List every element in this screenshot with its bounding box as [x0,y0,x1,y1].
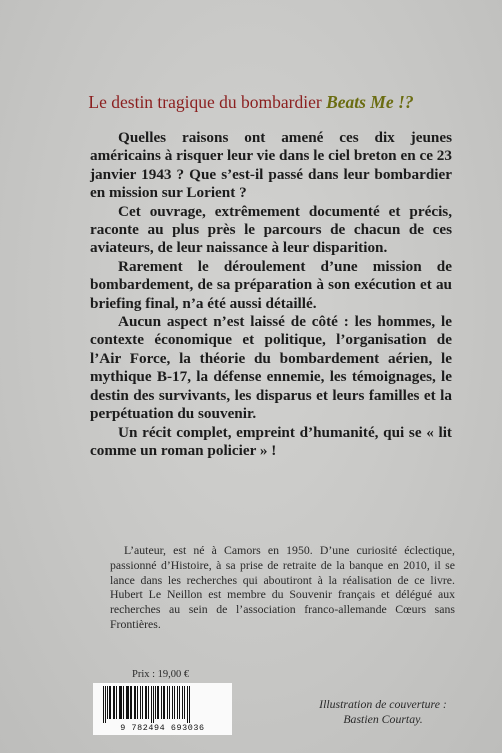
barcode-bar [126,686,129,719]
barcode-bar [145,686,147,719]
barcode-bar [177,686,178,719]
barcode-bar [113,686,115,719]
blurb-paragraph: Aucun aspect n’est laissé de côté : les hommes, le contexte économique et politique, l’organisation de l’Air Force, la théorie du bombardement aérien, le mythique B-17, la défense ennemie, les témoignages, le destin des survivants, les disparus et leurs familles et la perpétuation du souvenir. [90,313,452,423]
barcode-bar [116,686,117,719]
barcode-bar [123,686,124,719]
barcode-bar [137,686,138,719]
price-label: Prix : 19,00 € [132,669,190,680]
credit-line-1: Illustration de couverture : [319,697,447,711]
barcode-bar [103,686,104,723]
blurb-paragraph: Cet ouvrage, extrêmement documenté et précis, raconte au plus près le parcours de chacun de ces aviateurs, de leur naissance à leur disparition. [90,202,452,257]
book-title [0,92,502,113]
barcode-bar [174,686,175,719]
barcode-bar [182,686,183,719]
cover-credit [298,697,468,726]
barcode-bar [148,686,149,719]
barcode-bar [157,686,159,719]
barcode-bar [189,686,190,723]
blurb-paragraph: Quelles raisons ont amené ces dix jeunes américains à risquer leur vie dans le ciel breton en ce 23 janvier 1943 ? Que s’est-il passé dans leur bombardier en mission sur Lorient ? [90,129,452,202]
barcode-bar [151,686,152,723]
barcode-bar [105,686,106,723]
barcode-bar [187,686,188,723]
barcode-bar [140,686,141,719]
barcode-bar [155,686,156,719]
barcode-bar [134,686,136,719]
barcode-bar [163,686,165,719]
author-bio-text: L’auteur, est né à Camors en 1950. D’une curiosité éclectique, passionné d’Histoire, à sa prise de retraite de la banque en 2010, il se lance dans les recherches qui aboutiront à la réalisation de ce livre. Hubert Le Neillon est membre du Souvenir français et délégué aux recherches au sein de l’association franco-allemande Cœurs sans Frontières. [110,543,455,631]
barcode-bar [184,686,185,719]
blurb-paragraph: Un récit complet, empreint d’humanité, qui se « lit comme un roman policier » ! [90,423,452,459]
barcode [93,683,232,735]
barcode-number: 9 782494 693036 [120,723,205,733]
barcode-bar [167,686,168,719]
barcode-bar [169,686,170,719]
barcode-bar [172,686,173,719]
barcode-bar [119,686,122,719]
barcode-bars [101,686,224,723]
barcode-bar [109,686,111,719]
barcode-bar [142,686,143,719]
blurb [90,129,452,460]
title-bomber-name: Beats Me !? [326,92,414,112]
barcode-bar [107,686,108,719]
credit-line-2: Bastien Courtay. [343,711,423,726]
barcode-bar [179,686,180,719]
author-bio [110,543,455,632]
barcode-bar [153,686,154,723]
title-text: Le destin tragique du bombardier [88,92,327,112]
barcode-bar [161,686,162,719]
blurb-paragraph: Rarement le déroulement d’une mission de bombardement, de sa préparation à son exécution et au briefing final, n’a été aussi détaillé. [90,257,452,312]
barcode-bar [130,686,132,719]
